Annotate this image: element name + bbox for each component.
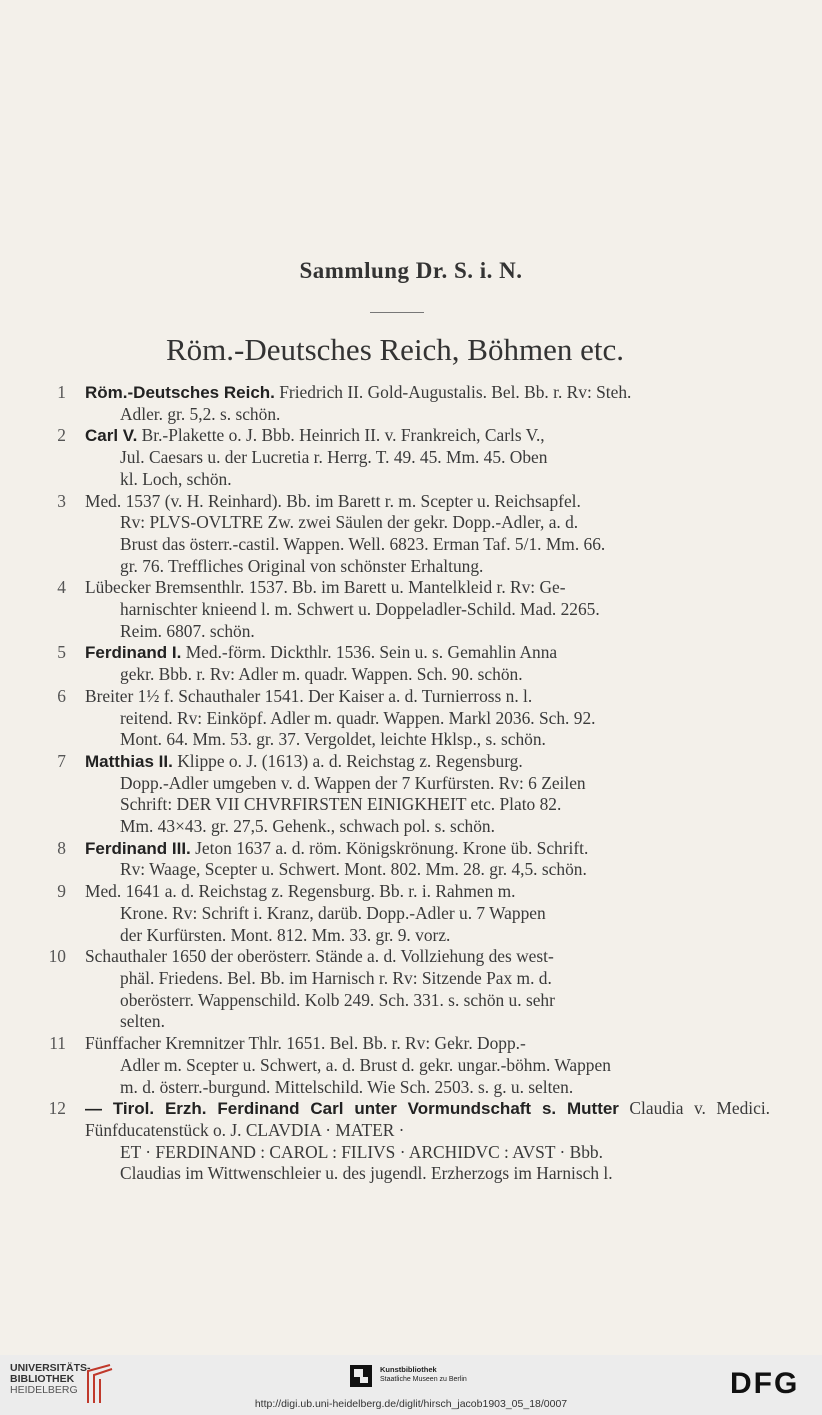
footer-bar: [0, 1355, 822, 1415]
entry-number: 4: [57, 577, 66, 598]
entry-text: Schauthaler 1650 der oberösterr. Stände a. d. Vollziehung des west-: [85, 946, 554, 967]
entry-number: 12: [48, 1098, 66, 1119]
entry-text: der Kurfürsten. Mont. 812. Mm. 33. gr. 9. vorz.: [120, 924, 451, 945]
entry-line: [85, 577, 770, 599]
catalog-entry: [0, 881, 770, 946]
entry-line: [85, 491, 770, 513]
entry-line: [85, 425, 770, 447]
entry-line: [120, 469, 770, 491]
entry-line: [120, 447, 770, 469]
entry-text: ET · FERDINAND : CAROL : FILIVS · ARCHIDVC : AVST · Bbb.: [120, 1141, 603, 1162]
entry-text: selten.: [120, 1011, 165, 1032]
entry-text: Med. 1641 a. d. Reichstag z. Regensburg. Bb. r. i. Rahmen m.: [85, 881, 516, 902]
entry-text: Claudias im Wittwenschleier u. des jugendl. Erzherzogs im Harnisch l.: [120, 1163, 613, 1184]
entry-text: Jul. Caesars u. der Lucretia r. Herrg. T. 49. 45. Mm. 45. Oben: [120, 447, 548, 468]
entry-text: Claudia v. Medici. Fünfducatenstück o. J. CLAVDIA · MATER ·: [85, 1098, 770, 1140]
entry-line: [85, 1033, 770, 1055]
entry-line: [120, 512, 770, 534]
entry-line: [120, 708, 770, 730]
entry-line: [120, 534, 770, 556]
entry-text: Med.-förm. Dickthlr. 1536. Sein u. s. Gemahlin Anna: [185, 642, 558, 663]
entry-text: Schrift: DER VII CHVRFIRSTEN EINIGKHEIT etc. Plato 82.: [120, 794, 562, 815]
entry-heading: Matthias II.: [85, 751, 173, 771]
entry-text: harnischter knieend l. m. Schwert u. Doppeladler-Schild. Mad. 2265.: [120, 599, 600, 620]
entry-text: phäl. Friedens. Bel. Bb. im Harnisch r. Rv: Sitzende Pax m. d.: [120, 967, 552, 988]
entry-text: kl. Loch, schön.: [120, 468, 232, 489]
catalog-entry: [0, 751, 770, 838]
catalog-entry: [0, 577, 770, 642]
entry-text: Reim. 6807. schön.: [120, 620, 255, 641]
catalog-entries: [0, 382, 822, 1185]
catalog-entry: [0, 425, 770, 490]
entry-number: 9: [57, 881, 66, 902]
entry-line: [85, 881, 770, 903]
entry-line: [120, 773, 770, 795]
entry-heading: Ferdinand III.: [85, 838, 191, 858]
entry-line: [85, 382, 770, 404]
catalog-entry: [0, 382, 770, 425]
entry-text: Adler m. Scepter u. Schwert, a. d. Brust d. gekr. ungar.-böhm. Wappen: [120, 1054, 611, 1075]
catalog-entry: [0, 1033, 770, 1098]
entry-number: 8: [57, 837, 66, 858]
catalog-entry: [0, 946, 770, 1033]
entry-number: 1: [57, 382, 66, 402]
entry-text: Klippe o. J. (1613) a. d. Reichstag z. Regensburg.: [177, 750, 523, 771]
entry-text: Br.-Plakette o. J. Bbb. Heinrich II. v. Frankreich, Carls V.,: [141, 425, 545, 446]
university-library-logo[interactable]: [10, 1363, 91, 1396]
entry-heading: — Tirol. Erzh. Ferdinand Carl unter Vormundschaft s. Mutter: [85, 1099, 619, 1119]
catalog-entry: [0, 686, 770, 751]
entry-line: [85, 1098, 770, 1141]
running-head: Sammlung Dr. S. i. N.: [299, 258, 523, 283]
entry-line: [120, 621, 770, 643]
entry-line: [85, 946, 770, 968]
entry-line: [120, 664, 770, 686]
entry-number: 5: [57, 642, 66, 663]
entry-text: Mont. 64. Mm. 53. gr. 37. Vergoldet, leichte Hklsp., s. schön.: [120, 729, 546, 750]
catalog-entry: [0, 838, 770, 881]
entry-line: [85, 751, 770, 773]
entry-text: Breiter 1½ f. Schauthaler 1541. Der Kaiser a. d. Turnierross n. l.: [85, 685, 533, 706]
entry-line: [120, 1011, 770, 1033]
catalog-entry: [0, 491, 770, 578]
entry-heading: Carl V.: [85, 426, 138, 446]
entry-line: [120, 1055, 770, 1077]
entry-line: [120, 968, 770, 990]
entry-text: Mm. 43×43. gr. 27,5. Gehenk., schwach pol. s. schön.: [120, 816, 495, 837]
entry-line: [85, 686, 770, 708]
museum-name-line1: Kunstbibliothek: [380, 1365, 437, 1374]
entry-text: Rv: Waage, Scepter u. Schwert. Mont. 802. Mm. 28. gr. 4,5. schön.: [120, 859, 587, 880]
entry-number: 3: [57, 490, 66, 511]
library-name-line1: UNIVERSITÄTS-: [10, 1362, 91, 1374]
page-url[interactable]: http://digi.ub.uni-heidelberg.de/diglit/hirsch_jacob1903_05_18/0007: [254, 1398, 568, 1410]
divider-rule: [370, 312, 424, 313]
entry-text: Friedrich II. Gold-Augustalis. Bel. Bb. r. Rv: Steh.: [279, 382, 632, 402]
library-name-line2: BIBLIOTHEK: [10, 1373, 75, 1385]
entry-line: [120, 404, 770, 426]
entry-number: 11: [49, 1033, 66, 1054]
entry-line: [85, 838, 770, 860]
entry-heading: Röm.-Deutsches Reich.: [85, 383, 275, 402]
museum-logo-icon: [350, 1365, 372, 1387]
entry-line: [120, 859, 770, 881]
entry-line: [120, 816, 770, 838]
entry-number: 10: [48, 946, 66, 967]
entry-text: Dopp.-Adler umgeben v. d. Wappen der 7 Kurfürsten. Rv: 6 Zeilen: [120, 772, 586, 793]
entry-text: Fünffacher Kremnitzer Thlr. 1651. Bel. Bb. r. Rv: Gekr. Dopp.-: [85, 1033, 526, 1054]
entry-text: gr. 76. Treffliches Original von schönster Erhaltung.: [120, 555, 484, 576]
museum-name[interactable]: [380, 1365, 467, 1384]
dfg-logo[interactable]: DFG: [730, 1367, 800, 1400]
entry-line: [85, 642, 770, 664]
entry-text: Krone. Rv: Schrift i. Kranz, darüb. Dopp.-Adler u. 7 Wappen: [120, 902, 546, 923]
entry-text: reitend. Rv: Einköpf. Adler m. quadr. Wappen. Markl 2036. Sch. 92.: [120, 707, 596, 728]
entry-text: Brust das österr.-castil. Wappen. Well. 6823. Erman Taf. 5/1. Mm. 66.: [120, 533, 606, 554]
entry-text: gekr. Bbb. r. Rv: Adler m. quadr. Wappen. Sch. 90. schön.: [120, 664, 523, 685]
entry-number: 7: [57, 750, 66, 771]
catalog-entry: [0, 642, 770, 685]
entry-line: [120, 1163, 770, 1185]
entry-text: Jeton 1637 a. d. röm. Königskrönung. Krone üb. Schrift.: [195, 837, 589, 858]
catalog-entry: [0, 1098, 770, 1185]
entry-line: [120, 599, 770, 621]
library-name-line3: HEIDELBERG: [10, 1384, 78, 1396]
entry-line: [120, 794, 770, 816]
entry-text: Med. 1537 (v. H. Reinhard). Bb. im Barett r. m. Scepter u. Reichsapfel.: [85, 490, 581, 511]
section-title: Röm.-Deutsches Reich, Böhmen etc.: [165, 332, 624, 367]
entry-line: [120, 1142, 770, 1164]
entry-heading: Ferdinand I.: [85, 643, 182, 663]
entry-number: 6: [57, 685, 66, 706]
entry-line: [120, 1077, 770, 1099]
entry-text: Rv: PLVS-OVLTRE Zw. zwei Säulen der gekr. Dopp.-Adler, a. d.: [120, 512, 579, 533]
entry-text: m. d. österr.-burgund. Mittelschild. Wie Sch. 2503. s. g. u. selten.: [120, 1076, 574, 1097]
entry-text: Adler. gr. 5,2. s. schön.: [120, 403, 281, 424]
entry-text: Lübecker Bremsenthlr. 1537. Bb. im Barett u. Mantelkleid r. Rv: Ge-: [85, 577, 566, 598]
entry-line: [120, 556, 770, 578]
entry-number: 2: [57, 425, 66, 446]
entry-line: [120, 729, 770, 751]
entry-line: [120, 990, 770, 1012]
entry-text: oberösterr. Wappenschild. Kolb 249. Sch. 331. s. schön u. sehr: [120, 989, 555, 1010]
entry-line: [120, 903, 770, 925]
entry-line: [120, 925, 770, 947]
museum-name-line2: Staatliche Museen zu Berlin: [380, 1376, 467, 1383]
